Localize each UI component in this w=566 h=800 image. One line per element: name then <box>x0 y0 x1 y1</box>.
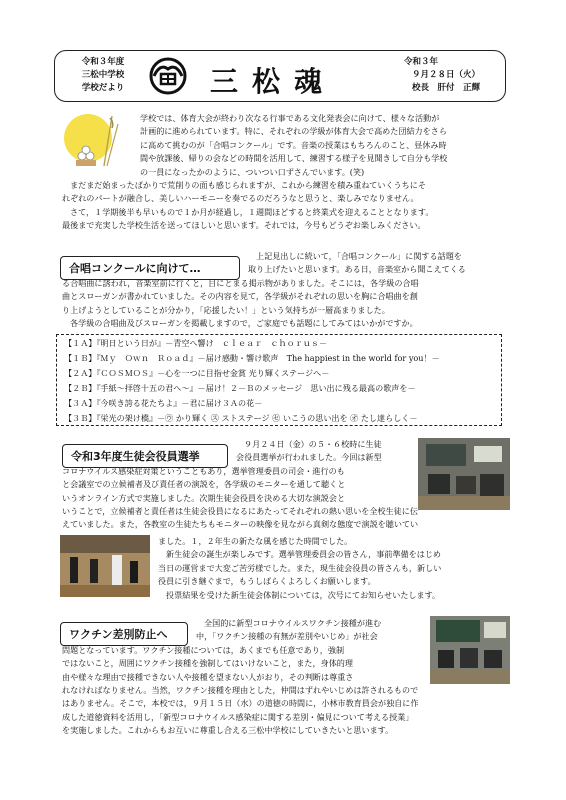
chorus-heading: 合唱コンクールに向けて… <box>60 256 240 280</box>
song-3b: 【３Ｂ】『栄光の架け橋』－㋒ かり輝く ㋜ ストステージ ㋝ いこうの思い出を ㋔ たし達らしく－ <box>64 413 418 423</box>
intro-line: 学校では、体育大会が終わり次なる行事である文化発表会に向けて、様々な活動が <box>140 113 440 123</box>
election-line: ９月２４日（金）の５・６校時に生徒 <box>244 439 382 449</box>
chorus-line: り上げようとしていることが分かり，「応援したい！」という気持ちが一層高まりました。 <box>62 304 390 315</box>
song-3a: 【３Ａ】『今咲き誇る花たちよ』－君に届け３Ａの花－ <box>64 398 263 408</box>
classroom-monitor-photo <box>418 438 510 510</box>
masthead-left-info <box>68 56 138 95</box>
song-2a: 【２Ａ】『ＣＯＳＭＯＳ』－心を一つに目指せ金賞 光り輝くステージへ－ <box>64 368 330 378</box>
chorus-line: る合唱曲に誘われ，音楽室前に行くと，目にとまる掲示物がありました。そこには，各学級の合唱 <box>62 278 419 288</box>
election-intro <box>236 438 412 465</box>
election-body-a <box>62 465 412 505</box>
vaccine-line: 由や様々な理由で接種できない人や接種を望まない人がおり，その判断は尊重さ <box>62 671 354 682</box>
principal-name: 校長 肝付 正輝 <box>412 83 481 93</box>
election-line: 会役員選挙が行われました。今回は新型 <box>236 452 382 463</box>
intro-line: 計画的に進められています。特に、それぞれの学級が体育大会で高めた団結力をさら <box>140 126 447 137</box>
intro-line: に高めて挑むのが「合唱コンクール」です。音楽の授業はもちろんのこと、昼休み時 <box>140 139 447 150</box>
meeting-room-speech-photo <box>60 535 150 597</box>
era-year: 令和３年 <box>404 57 439 67</box>
vaccine-body-b <box>62 684 510 738</box>
moon-tsukimi-icon <box>58 110 120 172</box>
newsletter-title: 三松魂 <box>210 65 337 98</box>
election-line: と会議室での立候補者及び責任者の演説を，各学級のモニターを通して聴くと <box>62 479 346 490</box>
election-line: 当日の運営まで大変ご苦労様でした。また，現生徒会役員の皆さんも，新しい <box>158 562 442 573</box>
fiscal-year: 令和３年度 <box>81 57 125 67</box>
chorus-line: 取り上げたいと思います。ある日，音楽室から聞こえてくる <box>248 264 466 275</box>
chorus-intro <box>248 250 510 277</box>
vaccine-line: を実施しました。これからもお互いに尊重し合える三松中学校にしていきたいと思います。 <box>62 725 394 736</box>
song-1b: 【１Ｂ】『Ｍｙ Ｏｗｎ Ｒｏａｄ』－届け感動・響け歌声 The happiest in the world for you！－ <box>64 353 440 363</box>
election-line: 新生徒会の誕生が楽しみです。選挙管理委員会の皆さん，事前準備をはじめ <box>166 549 442 560</box>
vaccine-intro <box>196 617 426 644</box>
vaccine-heading: ワクチン差別防止へ <box>60 622 188 646</box>
chorus-line: 曲とスローガンが書かれていました。その内容を見て，各学級がそれぞれの思いを胸に合唱曲を創 <box>62 291 418 302</box>
chorus-line: 上記見出しに続いて，「合唱コンクール」に関する話題を <box>256 251 462 261</box>
school-name: 三松中学校 <box>81 70 125 80</box>
election-line: いうことで，立候補者と責任者は生徒会役員になるにあたってそれぞれの熱い思いを全校生徒に伝 <box>62 506 418 516</box>
election-line: 投票結果を受けた新生徒会体制については，次号にてお知らせいたします。 <box>166 589 441 600</box>
election-body-b <box>62 505 510 532</box>
election-heading: 令和3年度生徒会役員選挙 <box>62 444 228 468</box>
vaccine-line: 成した道徳資料を活用し，「新型コロナウイルス感染症に関する差別・偏見について考える授業」 <box>62 711 414 722</box>
intro-line: さて，１学期後半も早いもので１か月が経過し，１週間ほどすると終業式を迎えることとなります。 <box>70 206 434 217</box>
vaccine-line: ではないこと，周囲にワクチン接種を強制してはいけないこと，また，身体的理 <box>62 658 353 669</box>
election-line: えていました。また，各教室の生徒たちもモニターの映像を見ながら真剣な態度で演説を聴いてい <box>62 519 419 530</box>
song-1a: 【１Ａ】『明日という日が』－青空へ響け ｃｌｅａｒ ｃｈｏｒｕｓ－ <box>64 338 328 348</box>
election-line: ました。１，２年生の新たな風を感じた時間でした。 <box>158 536 353 546</box>
vaccine-line: 中，「ワクチン接種の有無が差別やいじめ」が社会 <box>196 631 378 642</box>
intro-line: 間や放課後、帰りの会などの時間を活用して、練習する様子を見聞きして自分も学校 <box>140 153 448 164</box>
vaccine-line: はありません。そこで，本校では，９月１５日（水）の道徳の時間に，小林市教育員会が独自に作 <box>62 698 419 709</box>
masthead-right-info <box>404 56 504 95</box>
election-line: 役員に引き継ぐまで，もうしばらくよろしくお願いします。 <box>158 576 376 587</box>
newsletter-label: 学校だより <box>81 83 125 93</box>
election-line: コロナウイルス感染症対策ということもあり，選挙管理委員の司会・進行のも <box>62 466 345 476</box>
intro-line: まだまだ始まったばかりで荒削りの面も感じられますが、これから練習を積み重ねていくうちにそ <box>70 180 426 190</box>
chorus-line: 各学級の合唱曲及びスローガンを掲載しますので，ご家庭でも話題にしてみてはいかがですか。 <box>70 318 418 329</box>
vaccine-body-a <box>62 644 424 684</box>
election-line: いうオンライン方式で実施しました。次期生徒会役員を決める大切な演説会と <box>62 492 346 503</box>
issue-date: ９月２８日（火） <box>412 70 481 80</box>
chorus-body <box>62 277 510 331</box>
song-2b: 【２Ｂ】『手紙～拝啓十五の君へ～』－届け！２－Ｂのメッセージ 思い出に残る最高の歌声を－ <box>64 383 416 393</box>
school-emblem-icon <box>146 55 190 97</box>
vaccine-line: 問題となっています。ワクチン接種については，あくまでも任意であり，強制 <box>62 645 345 655</box>
election-body-c <box>158 535 510 602</box>
intro-upper <box>140 112 510 179</box>
intro-line: 最後まで充実した学校生活を送ってほしいと思います。それでは，今号もどうぞお楽しみください。 <box>62 220 426 231</box>
intro-line: れぞれのパートが融合し、美しいハーモニーを奏でるのだろうなと思うと、楽しみでなりません。 <box>62 193 419 204</box>
intro-lower <box>62 179 510 233</box>
moral-class-photo <box>430 616 510 684</box>
intro-line: の一員になったかのように、ついつい口ずさんでいます。(笑) <box>140 166 365 177</box>
vaccine-line: れなければなりません。当然，ワクチン接種を理由とした，仲間はずれやいじめは許されるもので <box>62 685 419 695</box>
vaccine-line: 全国的に新型コロナウイルスワクチン接種が進む <box>204 618 382 628</box>
